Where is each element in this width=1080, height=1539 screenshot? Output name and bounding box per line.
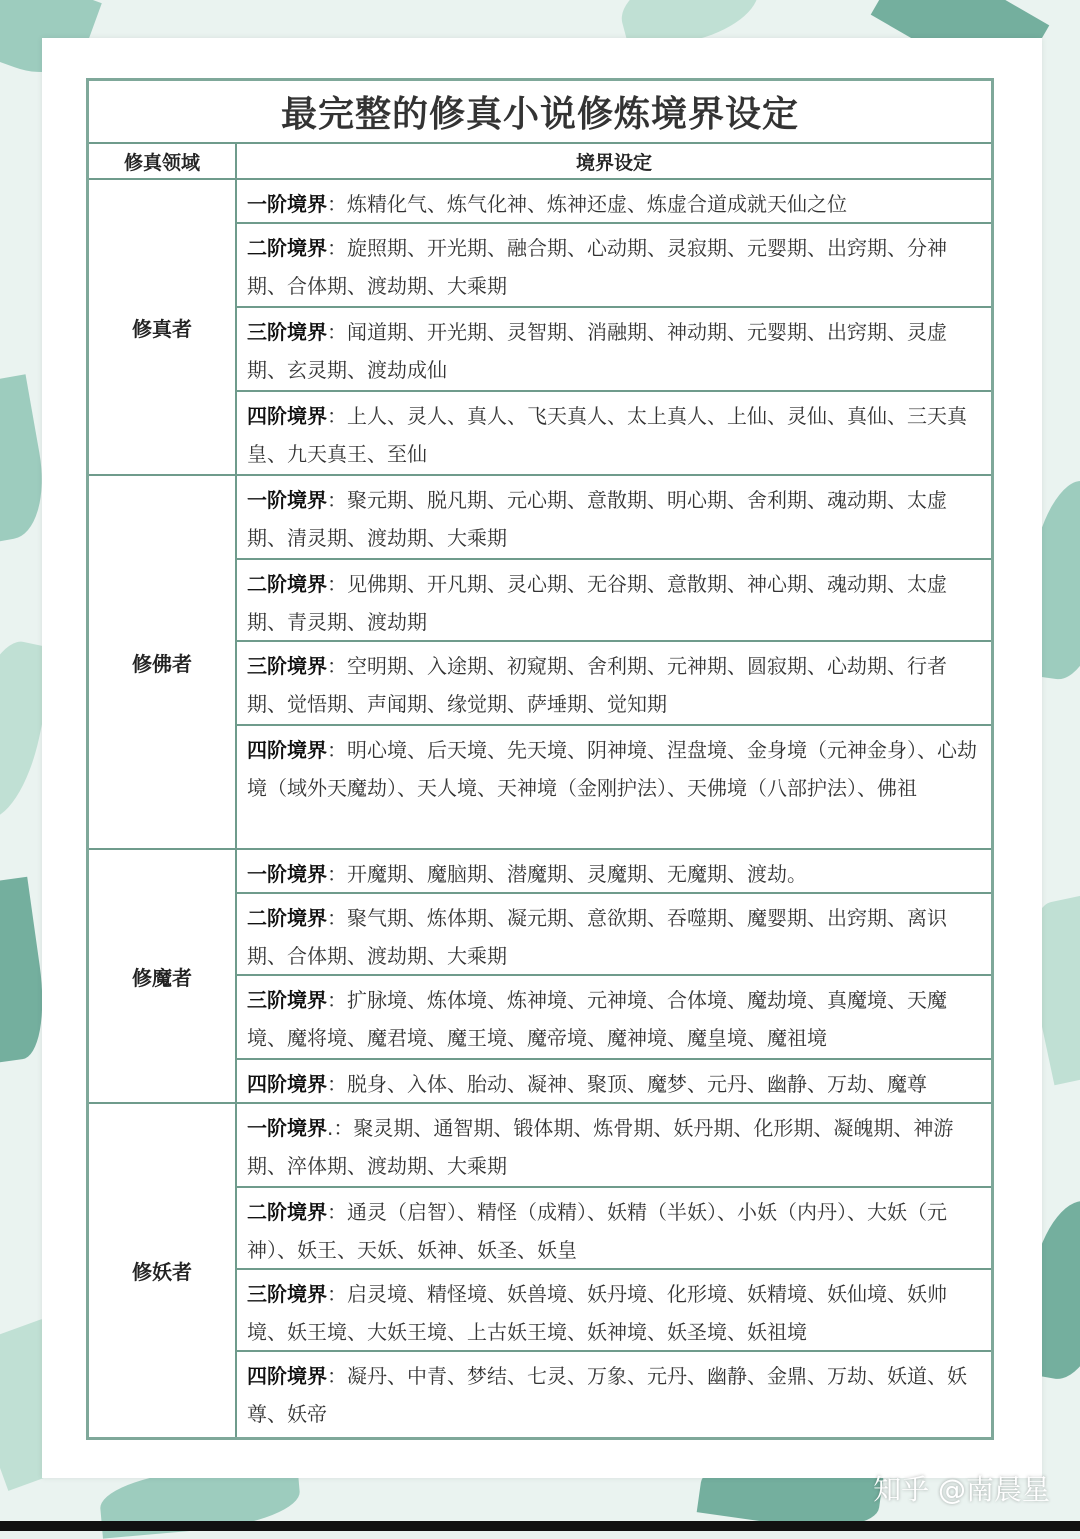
group-xiufo	[89, 476, 991, 850]
realm-level-label: 四阶境界	[247, 738, 327, 762]
label-sep: .：	[327, 1116, 354, 1140]
realm-stages: 扩脉境、炼体境、炼神境、元神境、合体境、魔劫境、真魔境、天魔境、魔将境、魔君境、魔王境、魔帝境、魔神境、魔皇境、魔祖境	[247, 988, 947, 1050]
realm-level-label: 三阶境界	[247, 988, 327, 1012]
table-row	[237, 642, 991, 726]
label-sep: ：	[327, 906, 347, 930]
label-sep: ：	[327, 1282, 347, 1306]
realm-level-label: 二阶境界	[247, 906, 327, 930]
label-sep: ：	[327, 654, 347, 678]
label-sep: ：	[327, 738, 347, 762]
realm-level-label: 四阶境界	[247, 1072, 327, 1096]
label-sep: ：	[327, 320, 347, 344]
realm-stages: 通灵（启智）、精怪（成精）、妖精（半妖）、小妖（内丹）、大妖（元神）、妖王、天妖、妖神、妖圣、妖皇	[247, 1200, 947, 1262]
realm-stages: 闻道期、开光期、灵智期、消融期、神动期、元婴期、出窍期、灵虚期、玄灵期、渡劫成仙	[247, 320, 947, 382]
realm-level-label: 三阶境界	[247, 320, 327, 344]
realm-stages: 炼精化气、炼气化神、炼神还虚、炼虚合道成就天仙之位	[347, 192, 847, 216]
group-xiuzhen	[89, 180, 991, 476]
realm-stages: 脱身、入体、胎动、凝神、聚顶、魔梦、元丹、幽静、万劫、魔尊	[347, 1072, 927, 1096]
realm-stages: 空明期、入途期、初窥期、舍利期、元神期、圆寂期、心劫期、行者期、觉悟期、声闻期、缘觉期、萨埵期、觉知期	[247, 654, 947, 716]
label-sep: ：	[327, 192, 347, 216]
label-sep: ：	[327, 488, 347, 512]
realm-level-label: 四阶境界	[247, 404, 327, 428]
realm-stages: 开魔期、魔脑期、潜魔期、灵魔期、无魔期、渡劫。	[347, 862, 807, 886]
table-row	[237, 850, 991, 894]
realm-stages: 上人、灵人、真人、飞天真人、太上真人、上仙、灵仙、真仙、三天真皇、九天真王、至仙	[247, 404, 967, 466]
domain-label: 修魔者	[89, 850, 237, 1102]
header-domain: 修真领域	[89, 144, 237, 178]
realm-stages: 聚灵期、通智期、锻体期、炼骨期、妖丹期、化形期、凝魄期、神游期、淬体期、渡劫期、大乘期	[247, 1116, 954, 1178]
realm-stages: 见佛期、开凡期、灵心期、无谷期、意散期、神心期、魂动期、太虚期、青灵期、渡劫期	[247, 572, 947, 634]
domain-label: 修真者	[89, 180, 237, 474]
label-sep: ：	[327, 1364, 347, 1388]
table-row	[237, 392, 991, 474]
realm-stages: 凝丹、中青、梦结、七灵、万象、元丹、幽静、金鼎、万劫、妖道、妖尊、妖帝	[247, 1364, 967, 1426]
realm-level-label: 一阶境界	[247, 488, 327, 512]
realm-table	[86, 78, 994, 1440]
table-row	[237, 1270, 991, 1352]
table-row	[237, 1104, 991, 1188]
table-row	[237, 224, 991, 308]
group-xiumo	[89, 850, 991, 1104]
table-row	[237, 180, 991, 224]
realm-stages: 聚气期、炼体期、凝元期、意欲期、吞噬期、魔婴期、出窍期、离识期、合体期、渡劫期、大乘期	[247, 906, 947, 968]
domain-label: 修妖者	[89, 1104, 237, 1437]
realm-level-label: 一阶境界	[247, 862, 327, 886]
label-sep: ：	[327, 862, 347, 886]
label-sep: ：	[327, 1072, 347, 1096]
table-row	[237, 1188, 991, 1270]
table-row	[237, 976, 991, 1060]
realm-level-label: 三阶境界	[247, 654, 327, 678]
table-row	[237, 1060, 991, 1102]
label-sep: ：	[327, 236, 347, 260]
realm-level-label: 二阶境界	[247, 236, 327, 260]
group-xiuyao	[89, 1104, 991, 1437]
watermark: 知乎 @南晨星	[873, 1473, 1050, 1506]
label-sep: ：	[327, 1200, 347, 1224]
realm-level-label: 四阶境界	[247, 1364, 327, 1388]
table-row	[237, 476, 991, 560]
domain-label: 修佛者	[89, 476, 237, 848]
header-realm: 境界设定	[575, 151, 652, 174]
label-sep: ：	[327, 988, 347, 1012]
label-sep: ：	[327, 404, 347, 428]
label-sep: ：	[327, 572, 347, 596]
table-header	[89, 144, 991, 180]
bottom-bar	[0, 1521, 1080, 1531]
realm-stages: 启灵境、精怪境、妖兽境、妖丹境、化形境、妖精境、妖仙境、妖帅境、妖王境、大妖王境、上古妖王境、妖神境、妖圣境、妖祖境	[247, 1282, 947, 1344]
realm-level-label: 二阶境界	[247, 1200, 327, 1224]
realm-level-label: 一阶境界	[247, 1116, 327, 1140]
realm-stages: 聚元期、脱凡期、元心期、意散期、明心期、舍利期、魂动期、太虚期、清灵期、渡劫期、大乘期	[247, 488, 947, 550]
table-row	[237, 894, 991, 976]
realm-level-label: 三阶境界	[247, 1282, 327, 1306]
realm-stages: 明心境、后天境、先天境、阴神境、涅盘境、金身境（元神金身）、心劫境（域外天魔劫）、天人境、天神境（金刚护法）、天佛境（八部护法）、佛祖	[247, 738, 977, 800]
realm-level-label: 一阶境界	[247, 192, 327, 216]
table-row	[237, 308, 991, 392]
page-title: 最完整的修真小说修炼境界设定	[89, 81, 991, 144]
realm-level-label: 二阶境界	[247, 572, 327, 596]
table-row	[237, 560, 991, 642]
table-row	[237, 726, 991, 848]
realm-stages: 旋照期、开光期、融合期、心动期、灵寂期、元婴期、出窍期、分神期、合体期、渡劫期、大乘期	[247, 236, 947, 298]
table-row	[237, 1352, 991, 1437]
